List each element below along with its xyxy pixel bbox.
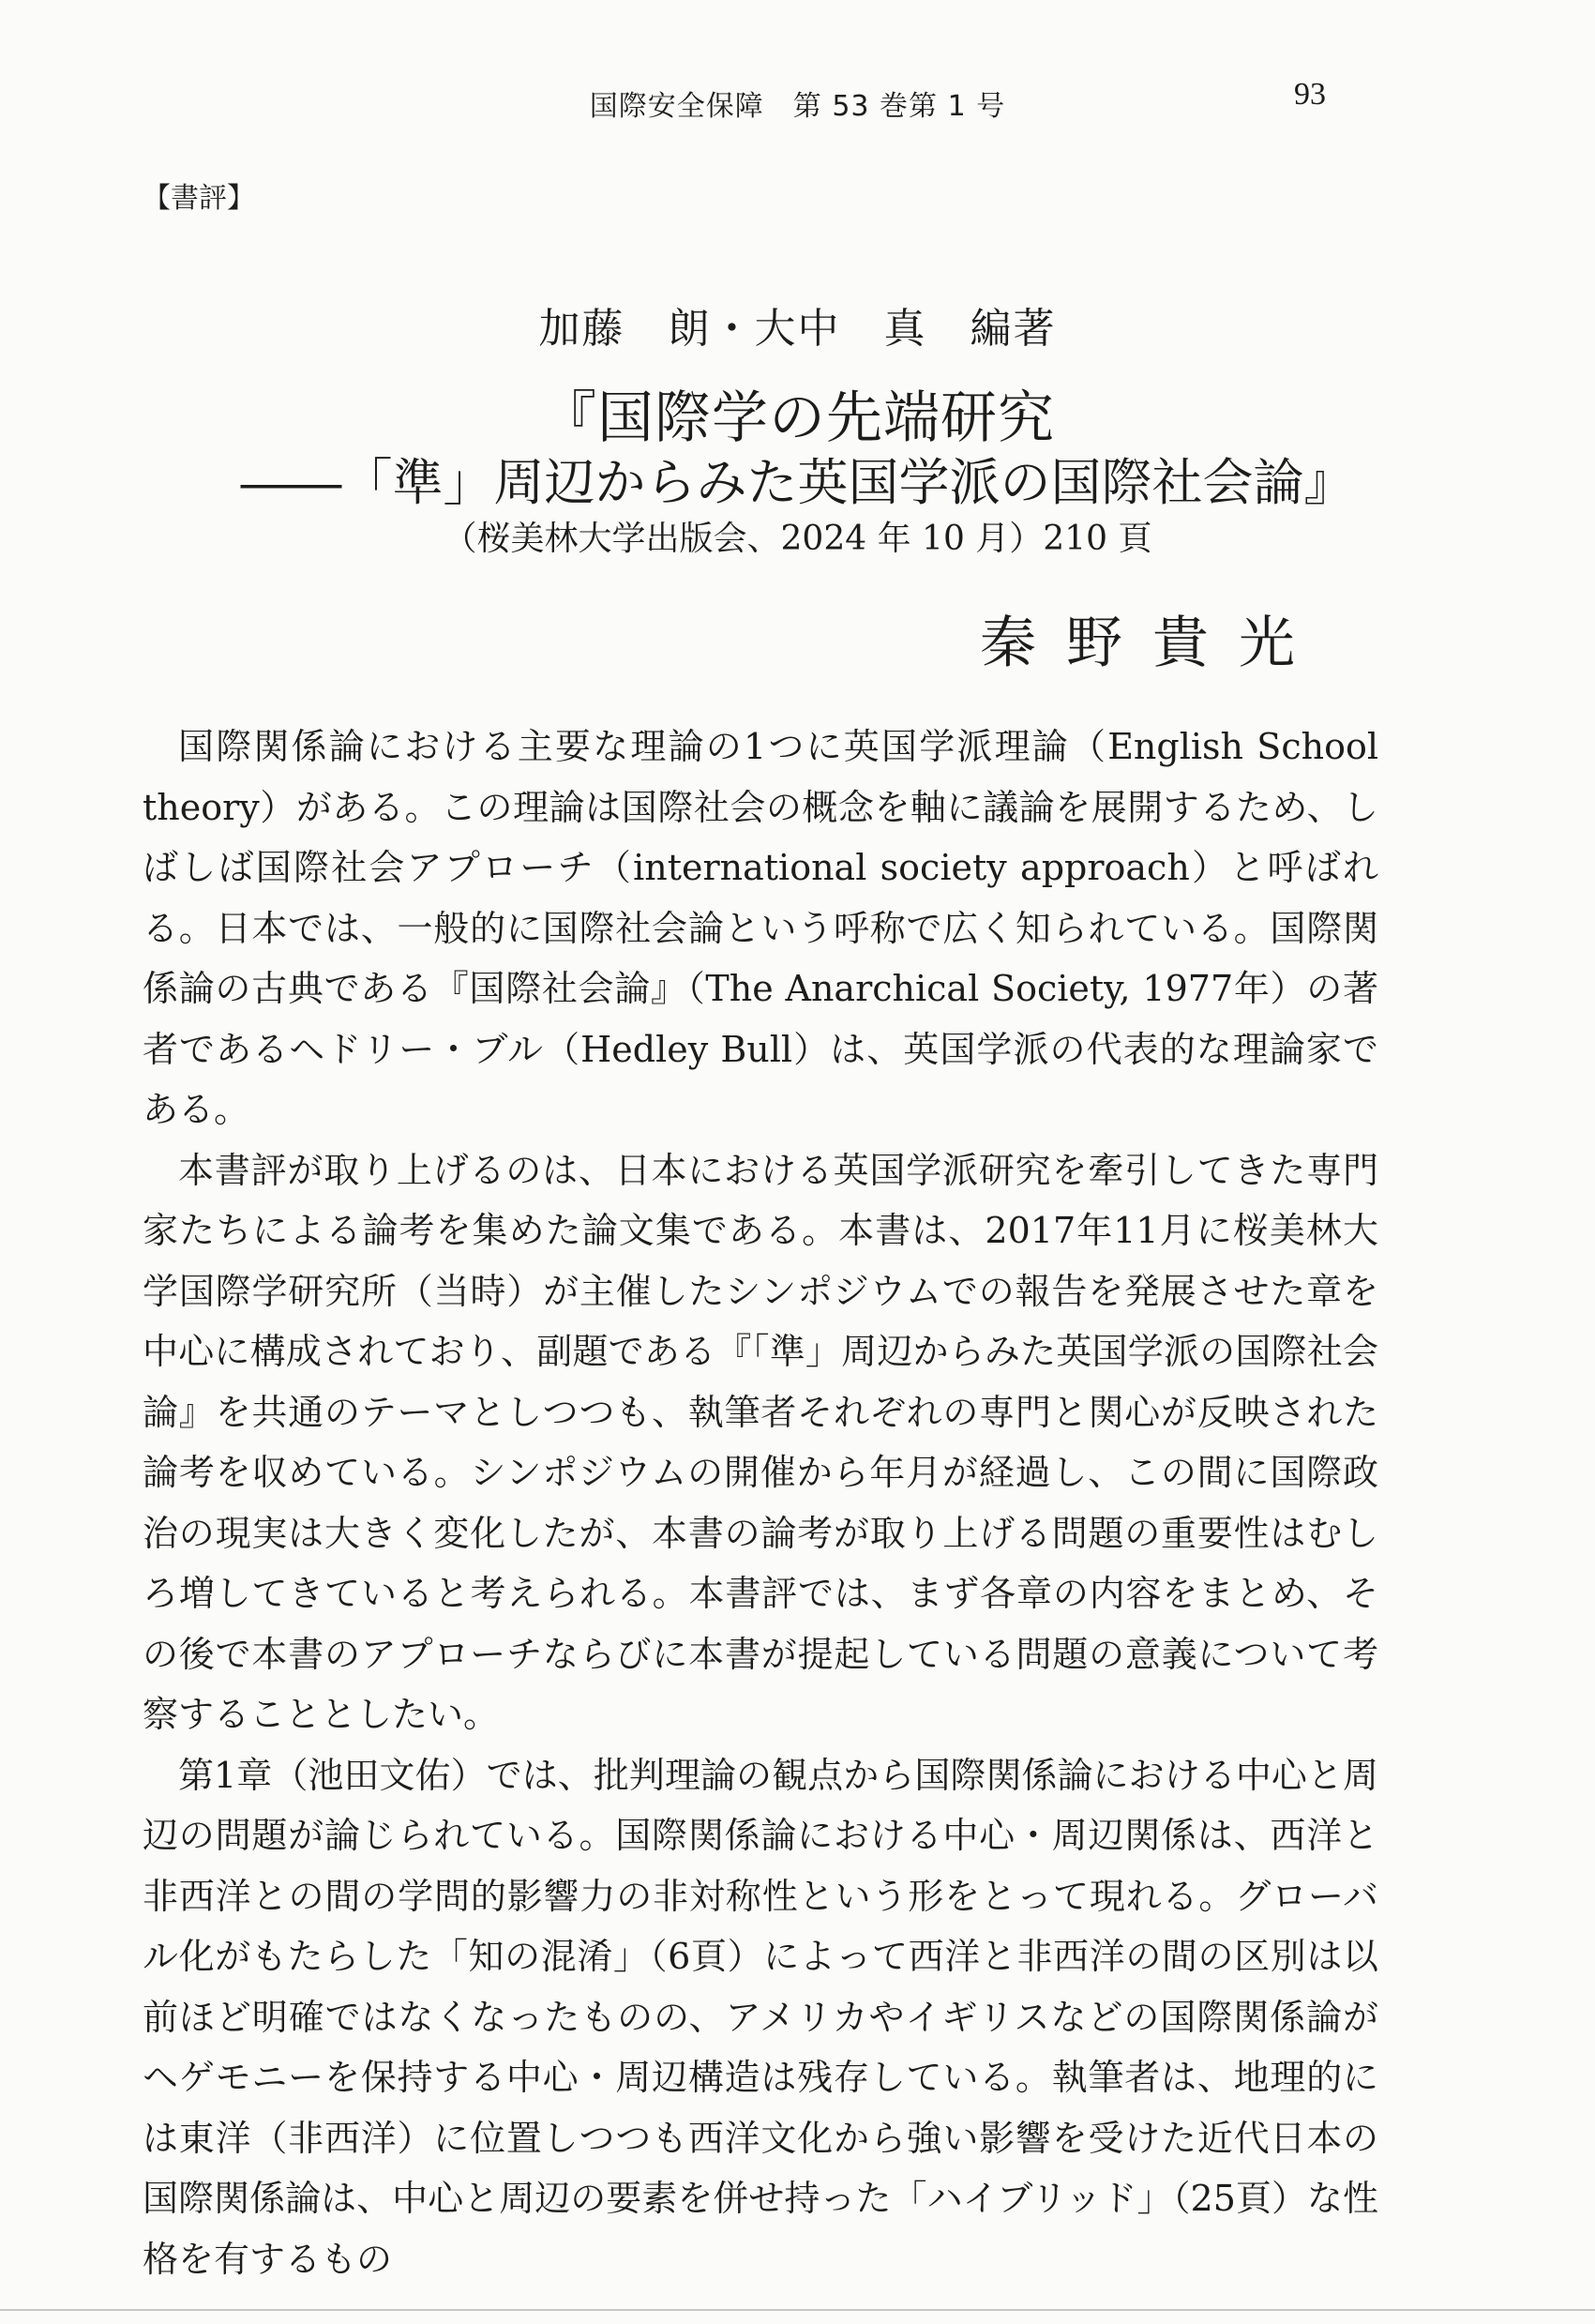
review-body bbox=[143, 717, 1378, 2289]
page-number: 93 bbox=[1294, 77, 1326, 112]
page-bottom-edge bbox=[0, 2309, 1595, 2311]
paragraph-3: 第1章（池田文佑）では、批判理論の観点から国際関係論における中心と周辺の問題が論じられている。国際関係論における中心・周辺関係は、西洋と非西洋との間の学問的影響力の非対称性という形をとって現れる。グローバル化がもたらした「知の混淆」（6頁）によって西洋と非西洋の間の区別は以前ほど明確ではなくなったものの、アメリカやイギリスなどの国際関係論がヘゲモニーを保持する中心・周辺構造は残存している。執筆者は、地理的には東洋（非西洋）に位置しつつも西洋文化から強い影響を受けた近代日本の国際関係論は、中心と周辺の要素を併せ持った「ハイブリッド」（25頁）な性格を有するもの bbox=[143, 1754, 1378, 2280]
section-label: 【書評】 bbox=[143, 182, 255, 215]
paragraph-1: 国際関係論における主要な理論の1つに英国学派理論（English School theory）がある。この理論は国際社会の概念を軸に議論を展開するため、しばしば国際社会アプローチ（international society approach）と呼ばれる。日本では、一般的に国際社会論という呼称で広く知られている。国際関係論の古典である『国際社会論』（The Anarchical Society, 1977年）の著者であるヘドリー・ブル（Hedley Bull）は、英国学派の代表的な理論家である。 bbox=[143, 726, 1378, 1130]
book-publisher: （桜美林大学出版会、2024 年 10 月）210 頁 bbox=[443, 520, 1152, 558]
journal-header: 国際安全保障 第 53 巻第 1 号 bbox=[589, 90, 1006, 123]
book-title: 『国際学の先端研究 bbox=[540, 385, 1055, 451]
paragraph-2: 本書評が取り上げるのは、日本における英国学派研究を牽引してきた専門家たちによる論考を集めた論文集である。本書は、2017年11月に桜美林大学国際学研究所（当時）が主催したシンポジウムでの報告を発展させた章を中心に構成されており、副題である『「準」周辺からみた英国学派の国際社会論』を共通のテーマとしつつも、執筆者それぞれの専門と関心が反映された論考を収めている。シンポジウムの開催から年月が経過し、この間に国際政治の現実は大きく変化したが、本書の論考が取り上げる問題の重要性はむしろ増してきていると考えられる。本書評では、まず各章の内容をまとめ、その後で本書のアプローチならびに本書が提起している問題の意義について考察することとしたい。 bbox=[143, 1149, 1378, 1735]
book-editors: 加藤 朗・大中 真 編著 bbox=[538, 305, 1057, 353]
reviewer-name: 秦野貴光 bbox=[980, 611, 1325, 676]
book-subtitle: ――「準」周辺からみた英国学派の国際社会論』 bbox=[240, 453, 1355, 512]
